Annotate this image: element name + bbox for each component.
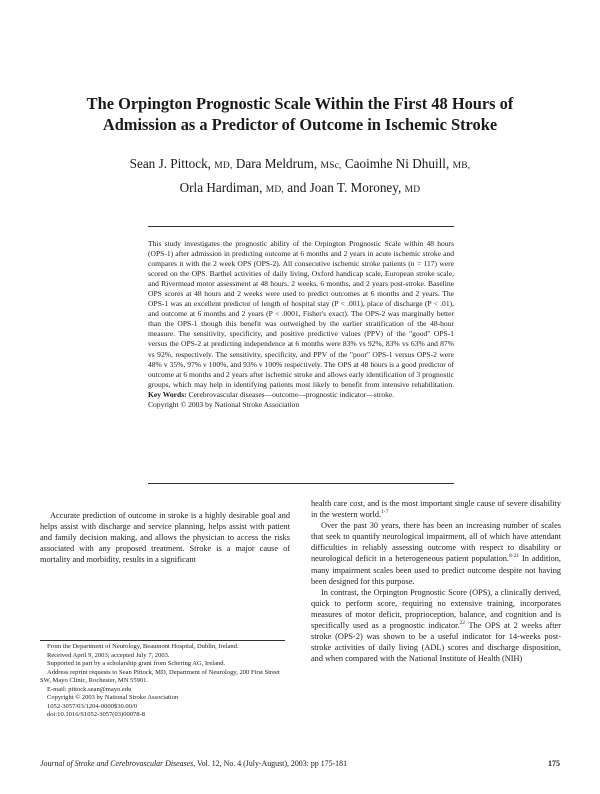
footnote-email: E-mail: pittock.sean@mayo.edu (47, 685, 132, 693)
author-degree: MSc, (320, 161, 342, 171)
abstract-top-rule (148, 226, 454, 227)
author-name: Orla Hardiman, (179, 180, 263, 195)
page-footer (40, 759, 560, 768)
footnote-reprints: Address reprint requests to Sean Pittock, MD, Department of Neurology, 200 First Street SW, Mayo Clinic, Rochester, MN 55901. (40, 668, 280, 684)
footnote-rule (40, 640, 285, 641)
intro-paragraph-1-cont: health care cost, and is the most important single cause of severe disability in the western world.$^{1-7}$ (311, 499, 561, 520)
abstract (148, 239, 454, 410)
keywords-label: Key Words: (148, 389, 187, 399)
page-number: 175 (548, 759, 560, 768)
intro-paragraph-1: Accurate prediction of outcome in stroke is a highly desirable goal and helps assist with discharge and service planning, helps assist with patient and family decision making, and allows the physician to access the risks associated with any proposed treatment. Stroke is a major cause of mortality and morbidity, results in a significant (40, 511, 290, 565)
intro-paragraph-3: In contrast, the Orpington Prognostic Score (OPS), a clinically derived, quick to perform score, requiring no extensive training, incorporates measures of motor deficit, proprioception, balance, and cognition and is specifically used as a prognostic indicator.$^{22}$ The OPS at 2 weeks after stroke (OPS-2) was shown to be a useful indicator for 14-weeks post-stroke activities of daily living (ADL) scores and discharge disposition, and when compared with the National Institute of Health (NIH) (311, 587, 561, 664)
footnote-doi: doi:10.1016/S1052-3057(03)00078-8 (47, 711, 146, 718)
abstract-bottom-rule (148, 483, 454, 484)
footnotes (40, 643, 285, 720)
journal-citation: Vol. 12, No. 4 (July-August), 2003: pp 175-181 (197, 759, 348, 768)
citation-ref: 8-21 (509, 553, 520, 560)
journal-name: Journal of Stroke and Cerebrovascular Diseases, (40, 759, 196, 768)
footnote-issn: 1052-3057/03/1204-0000$30.00/0 (47, 702, 138, 710)
abstract-copyright: Copyright © 2003 by National Stroke Association (148, 399, 300, 409)
author-name: Dara Meldrum, (235, 156, 318, 171)
author-degree: MB, (452, 161, 471, 171)
body-left-column (40, 510, 290, 565)
keywords: Cerebrovascular diseases—outcome—prognostic indicator—stroke. (188, 389, 395, 399)
footnote-affiliation: From the Department of Neurology, Beaumont Hospital, Dublin, Ireland. (47, 643, 239, 650)
citation-ref: 1-7 (381, 509, 389, 516)
article-title (40, 93, 560, 135)
footnote-support: Supported in part by a scholarship grant from Schering AG, Ireland. (47, 660, 226, 667)
author-degree: MD, (265, 185, 284, 195)
abstract-text: This study investigates the prognostic ability of the Orpington Prognostic Scale within 48 hours (OPS-1) after admission in predicting outcome at 6 months and 2 years in acute ischemic stroke and compares it with the 2 week OPS (OPS-2). All consecutive ischemic stroke patients (n = 117) were scored on the OPS. Barthel activities of daily living, Oxford handicap scale, European stroke scale, and Rivermead motor assessment at 48 hours, 2 weeks, 6 months, and 2 years post-stroke. Baseline OPS scores at 48 hours and 2 weeks were used to predict outcomes at 6 months and 2 years. The OPS-1 was an excellent predictor of length of hospital stay (P < .001), place of discharge (P < .01), and outcome at 6 months and 2 years (P < .0001, Fisher's exact). The OPS-2 was marginally better than the OPS-1 though this benefit was outweighed by the earlier stratification of the 48-hour measure. The sensitivity, specificity, and positive predictive values (PPV) of the "good" OPS-1 versus the OPS-2 at predicting independence at 6 months were 83% vs 92%, 83% vs 63% and 87% vs 92%, respectively. The sensitivity, specificity, and PPV of the "poor" OPS-1 versus OPS-2 were 48% v 35%, 97% v 100%, and 93% v 100% respectively. The OPS at 48 hours is a good predictor of outcome at 6 months and 2 years after ischemic stroke and allows early identification of 3 prognostic groups, which may help in identifying patients most likely to benefit from intensive rehabilitation. (148, 239, 454, 389)
title-line-2: Admission as a Predictor of Outcome in Ischemic Stroke (102, 115, 498, 134)
footnote-received: Received April 9, 2003; accepted July 7, 2003. (47, 651, 170, 659)
author-degree: MD (404, 185, 421, 195)
author-name: Caoimhe Ni Dhuill, (344, 156, 450, 171)
citation-ref: 22 (459, 620, 465, 627)
author-name: and Joan T. Moroney, (287, 180, 402, 195)
title-line-1: The Orpington Prognostic Scale Within the First 48 Hours of (86, 94, 514, 113)
author-degree: MD, (214, 161, 233, 171)
intro-paragraph-2: Over the past 30 years, there has been an increasing number of scales that seek to quantify neurological impairment, all of which have attendant difficulties in reliably assessing outcome with respect to disability or neurological deficit in a heterogeneous patient population.$^{8-21}$ In addition, many impairment scales been used to predict outcome despite not having been designed for this purpose. (311, 521, 561, 586)
author-name: Sean J. Pittock, (129, 156, 211, 171)
footnote-copyright: Copyright © 2003 by National Stroke Association (47, 694, 179, 701)
body-right-column (311, 498, 561, 664)
author-list (40, 153, 560, 201)
